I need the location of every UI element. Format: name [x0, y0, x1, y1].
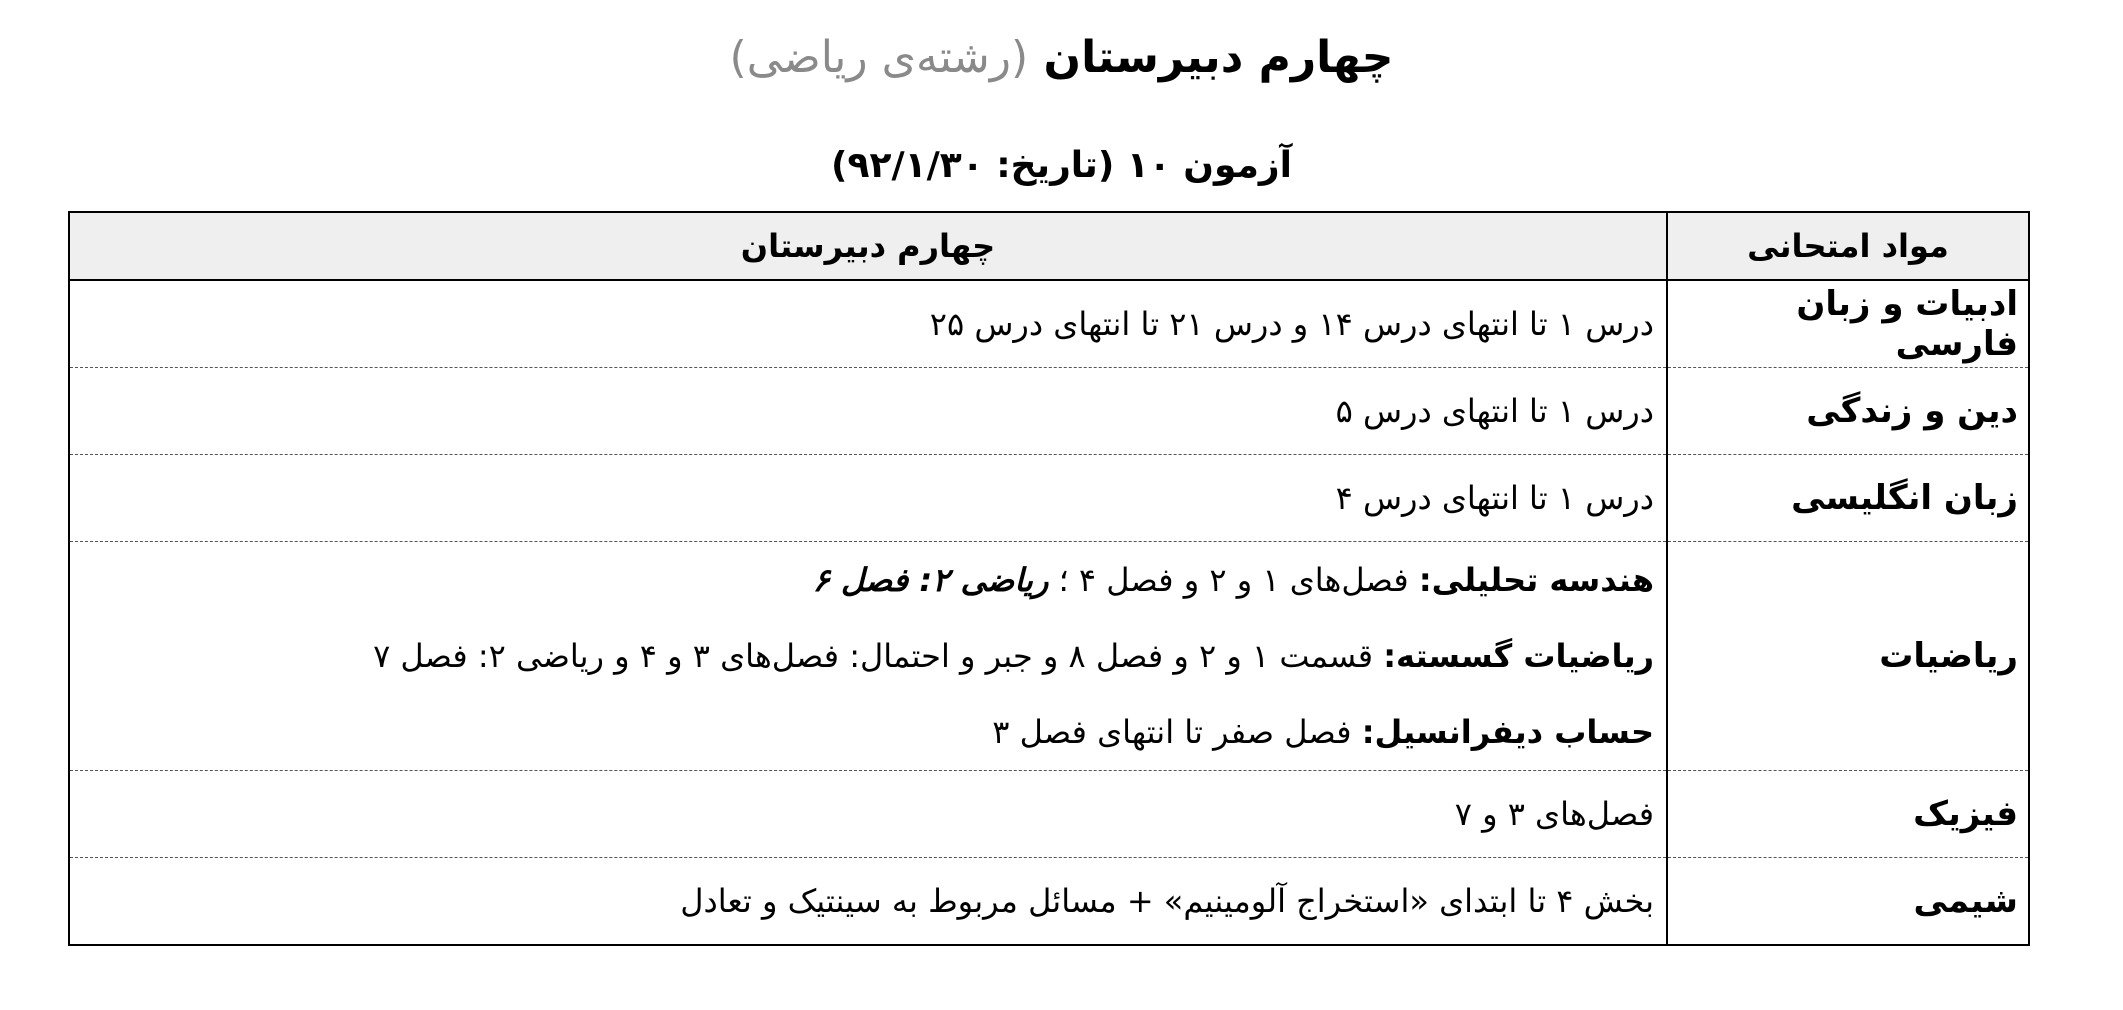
table-row — [69, 542, 2029, 771]
content-cell-chemistry: بخش ۴ تا ابتدای «استخراج آلومینیم» + مسائل مربوط به سینتیک و تعادل — [69, 858, 1667, 946]
content-cell-literature: درس ۱ تا انتهای درس ۱۴ و درس ۲۱ تا انتهای درس ۲۵ — [69, 280, 1667, 368]
subject-cell-chemistry: شیمی — [1667, 858, 2029, 946]
subject-cell-physics: فیزیک — [1667, 771, 2029, 858]
math-line-label: هندسه تحلیلی: — [1418, 561, 1654, 599]
table-row — [69, 280, 2029, 368]
column-header-subjects: مواد امتحانی — [1667, 212, 2029, 280]
table-row — [69, 368, 2029, 455]
math-line-calculus — [82, 694, 1654, 770]
math-line-italic-note: ریاضی ۲: فصل ۶ — [812, 561, 1049, 599]
table-header-row — [69, 212, 2029, 280]
exam-syllabus-table — [68, 211, 2030, 946]
column-header-grade: چهارم دبیرستان — [69, 212, 1667, 280]
title-main: چهارم دبیرستان — [1043, 32, 1394, 83]
math-line-text: فصل‌های ۱ و ۲ و فصل ۴ ؛ — [1048, 561, 1419, 599]
page-title — [0, 28, 2123, 88]
content-cell-math — [69, 542, 1667, 771]
subject-cell-english: زبان انگلیسی — [1667, 455, 2029, 542]
subject-cell-religion: دین و زندگی — [1667, 368, 2029, 455]
math-line-text: قسمت ۱ و ۲ و فصل ۸ و جبر و احتمال: فصل‌های ۳ و ۴ و ریاضی ۲: فصل ۷ — [373, 637, 1384, 675]
math-line-discrete-math — [82, 618, 1654, 694]
math-line-analytic-geometry — [82, 542, 1654, 618]
content-cell-religion: درس ۱ تا انتهای درس ۵ — [69, 368, 1667, 455]
math-line-label: ریاضیات گسسته: — [1383, 637, 1654, 675]
math-line-text: فصل صفر تا انتهای فصل ۳ — [992, 713, 1362, 751]
exam-date-heading: آزمون ۱۰ (تاریخ: ۹۲/۱/۳۰) — [831, 145, 1292, 186]
title-subtitle: (رشته‌ی ریاضی) — [729, 32, 1029, 83]
table-row — [69, 858, 2029, 946]
content-cell-physics: فصل‌های ۳ و ۷ — [69, 771, 1667, 858]
subject-cell-literature: ادبیات و زبان فارسی — [1667, 280, 2029, 368]
table-row — [69, 455, 2029, 542]
content-cell-english: درس ۱ تا انتهای درس ۴ — [69, 455, 1667, 542]
subject-cell-math: ریاضیات — [1667, 542, 2029, 771]
math-line-label: حساب دیفرانسیل: — [1361, 713, 1654, 751]
table-row — [69, 771, 2029, 858]
